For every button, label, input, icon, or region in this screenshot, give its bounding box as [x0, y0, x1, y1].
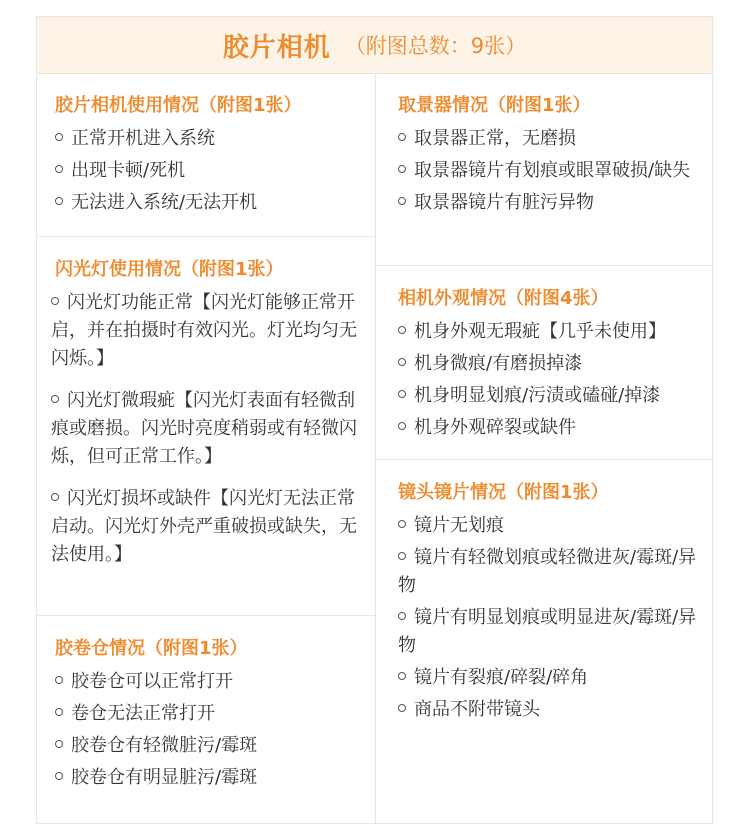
bullet-icon [398, 390, 406, 398]
list-item: 商品不附带镜头 [398, 696, 700, 724]
section-title: 相机外观情况（附图4张） [398, 288, 609, 309]
section-title: 胶卷仓情况（附图1张） [55, 638, 248, 659]
section-viewfinder [376, 73, 712, 266]
bullet-icon [55, 676, 63, 684]
section-title: 镜头镜片情况（附图1张） [398, 482, 609, 503]
bullet-icon [398, 358, 406, 366]
bullet-icon [51, 395, 59, 403]
list-item: 镜片有轻微划痕或轻微进灰/霉斑/异物 [398, 547, 697, 596]
bullet-icon [51, 493, 59, 501]
bullet-icon [398, 165, 406, 173]
list-item: 镜片无划痕 [398, 512, 700, 540]
photo-total-count: （附图总数：9张） [344, 34, 527, 58]
bullet-icon [55, 772, 63, 780]
bullet-icon [398, 704, 406, 712]
list-item: 出现卡顿/死机 [55, 157, 363, 185]
section-flash-usage [37, 237, 375, 616]
list-item: 闪光灯微瑕疵【闪光灯表面有轻微刮痕或磨损。闪光时亮度稍弱或有轻微闪烁，但可正常工作。】 [51, 390, 357, 467]
list-item: 取景器镜片有划痕或眼罩破损/缺失 [398, 157, 700, 185]
list-item: 胶卷仓有轻微脏污/霉斑 [55, 732, 363, 760]
condition-card [36, 16, 713, 824]
bullet-icon [55, 708, 63, 716]
left-column [37, 73, 376, 823]
section-camera-usage [37, 73, 375, 237]
bullet-icon [398, 520, 406, 528]
list-item: 无法进入系统/无法开机 [55, 189, 363, 217]
list-item: 胶卷仓可以正常打开 [55, 668, 363, 696]
section-appearance [376, 266, 712, 460]
bullet-icon [398, 197, 406, 205]
bullet-icon [55, 740, 63, 748]
list-item: 闪光灯损坏或缺件【闪光灯无法正常启动。闪光灯外壳严重破损或缺失，无法使用。】 [51, 488, 357, 565]
right-column [376, 73, 712, 823]
section-film-chamber [37, 616, 375, 792]
bullet-icon [55, 197, 63, 205]
bullet-icon [55, 165, 63, 173]
section-title: 闪光灯使用情况（附图1张） [55, 259, 284, 280]
list-item: 胶卷仓有明显脏污/霉斑 [55, 764, 363, 792]
bullet-icon [398, 326, 406, 334]
list-item: 机身明显划痕/污渍或磕碰/掉漆 [398, 382, 704, 410]
list-item: 机身微痕/有磨损掉漆 [398, 350, 704, 378]
bullet-icon [51, 297, 59, 305]
bullet-icon [398, 672, 406, 680]
list-item: 镜片有明显划痕或明显进灰/霉斑/异物 [398, 607, 697, 656]
card-header [37, 17, 712, 74]
bullet-icon [55, 133, 63, 141]
page-title: 胶片相机 [222, 32, 331, 63]
bullet-icon [398, 552, 406, 560]
list-item: 取景器镜片有脏污异物 [398, 189, 700, 217]
list-item: 卷仓无法正常打开 [55, 700, 363, 728]
list-item: 镜片有裂痕/碎裂/碎角 [398, 664, 700, 692]
bullet-icon [398, 612, 406, 620]
list-item: 取景器正常，无磨损 [398, 125, 700, 153]
list-item: 正常开机进入系统 [55, 125, 363, 153]
bullet-icon [398, 133, 406, 141]
list-item: 闪光灯功能正常【闪光灯能够正常开启，并在拍摄时有效闪光。灯光均匀无闪烁。】 [51, 292, 357, 369]
bullet-icon [398, 422, 406, 430]
sections-grid [37, 73, 712, 823]
list-item: 机身外观无瑕疵【几乎未使用】 [398, 318, 704, 346]
section-title: 胶片相机使用情况（附图1张） [55, 95, 302, 116]
list-item: 机身外观碎裂或缺件 [398, 414, 704, 442]
section-lens [376, 460, 712, 724]
section-title: 取景器情况（附图1张） [398, 95, 591, 116]
